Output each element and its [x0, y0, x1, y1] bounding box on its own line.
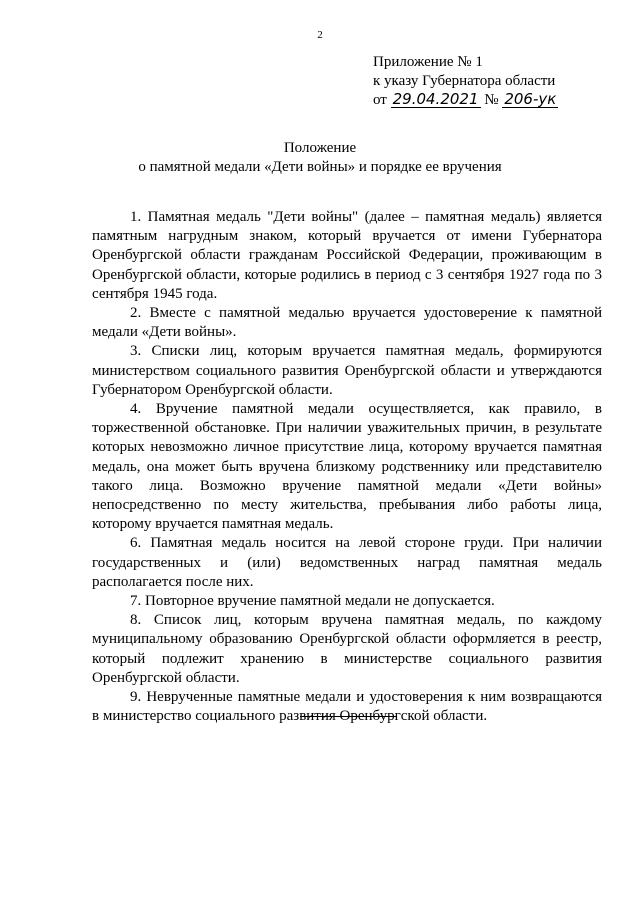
handwritten-number: 206-ук	[504, 90, 557, 108]
handwritten-date: 29.04.2021	[392, 90, 479, 108]
paragraph-6: 6. Памятная медаль носится на левой стороне груди. При наличии государственных и (или) ведомственных наград памятная медаль располагается после них.	[92, 535, 602, 590]
page-number: 2	[317, 29, 323, 41]
paragraph-9: 9. Неврученные памятные медали и удостоверения к ним возвращаются в министерство социального развития Оренбургской области.	[92, 689, 602, 725]
document-body	[92, 208, 602, 726]
paragraph-8: 8. Список лиц, которым вручена памятная медаль, по каждому муниципальному образованию Оренбургской области оформляется в реестр, который подлежит хранению в министерстве социального развития Оренбургской области.	[92, 612, 602, 686]
appendix-title: Приложение № 1	[373, 54, 483, 70]
appendix-date-line	[373, 91, 623, 110]
paragraph-2: 2. Вместе с памятной медалью вручается удостоверение к памятной медали «Дети войны».	[92, 305, 602, 341]
number-prefix: №	[484, 92, 499, 108]
paragraph-3: 3. Списки лиц, которым вручается памятная медаль, формируются министерством социального развития Оренбургской области и утверждаются Губернатором Оренбургской области.	[92, 343, 602, 398]
paragraph-7: 7. Повторное вручение памятной медали не допускается.	[130, 593, 495, 610]
document-subtitle: о памятной медали «Дети войны» и порядке ее вручения	[138, 159, 502, 175]
document-title-block	[0, 139, 640, 177]
appendix-header	[373, 53, 623, 110]
closing-divider	[300, 716, 397, 717]
paragraph-1: 1. Памятная медаль "Дети войны" (далее – памятная медаль) является памятным нагрудным знаком, который вручается от имени Губернатора Оренбургской области гражданам Российской Федерации, проживающим в Оренбургской области, которые родились в период с 3 сентября 1927 года по 3 сентября 1945 года.	[92, 209, 602, 302]
document-title: Положение	[283, 140, 357, 156]
paragraph-4: 4. Вручение памятной медали осуществляется, как правило, в торжественной обстановке. При наличии уважительных причин, в результате которых невозможно личное присутствие лица, которому вручается памятная медаль, она может быть вручена близкому родственнику или представителю такого лица. Возможно вручение памятной медали «Дети войны» непосредственно по месту жительства, пребывания либо работы лица, которому вручается памятная медаль.	[92, 401, 602, 533]
date-prefix: от	[373, 92, 387, 108]
appendix-subtitle: к указу Губернатора области	[373, 73, 556, 89]
